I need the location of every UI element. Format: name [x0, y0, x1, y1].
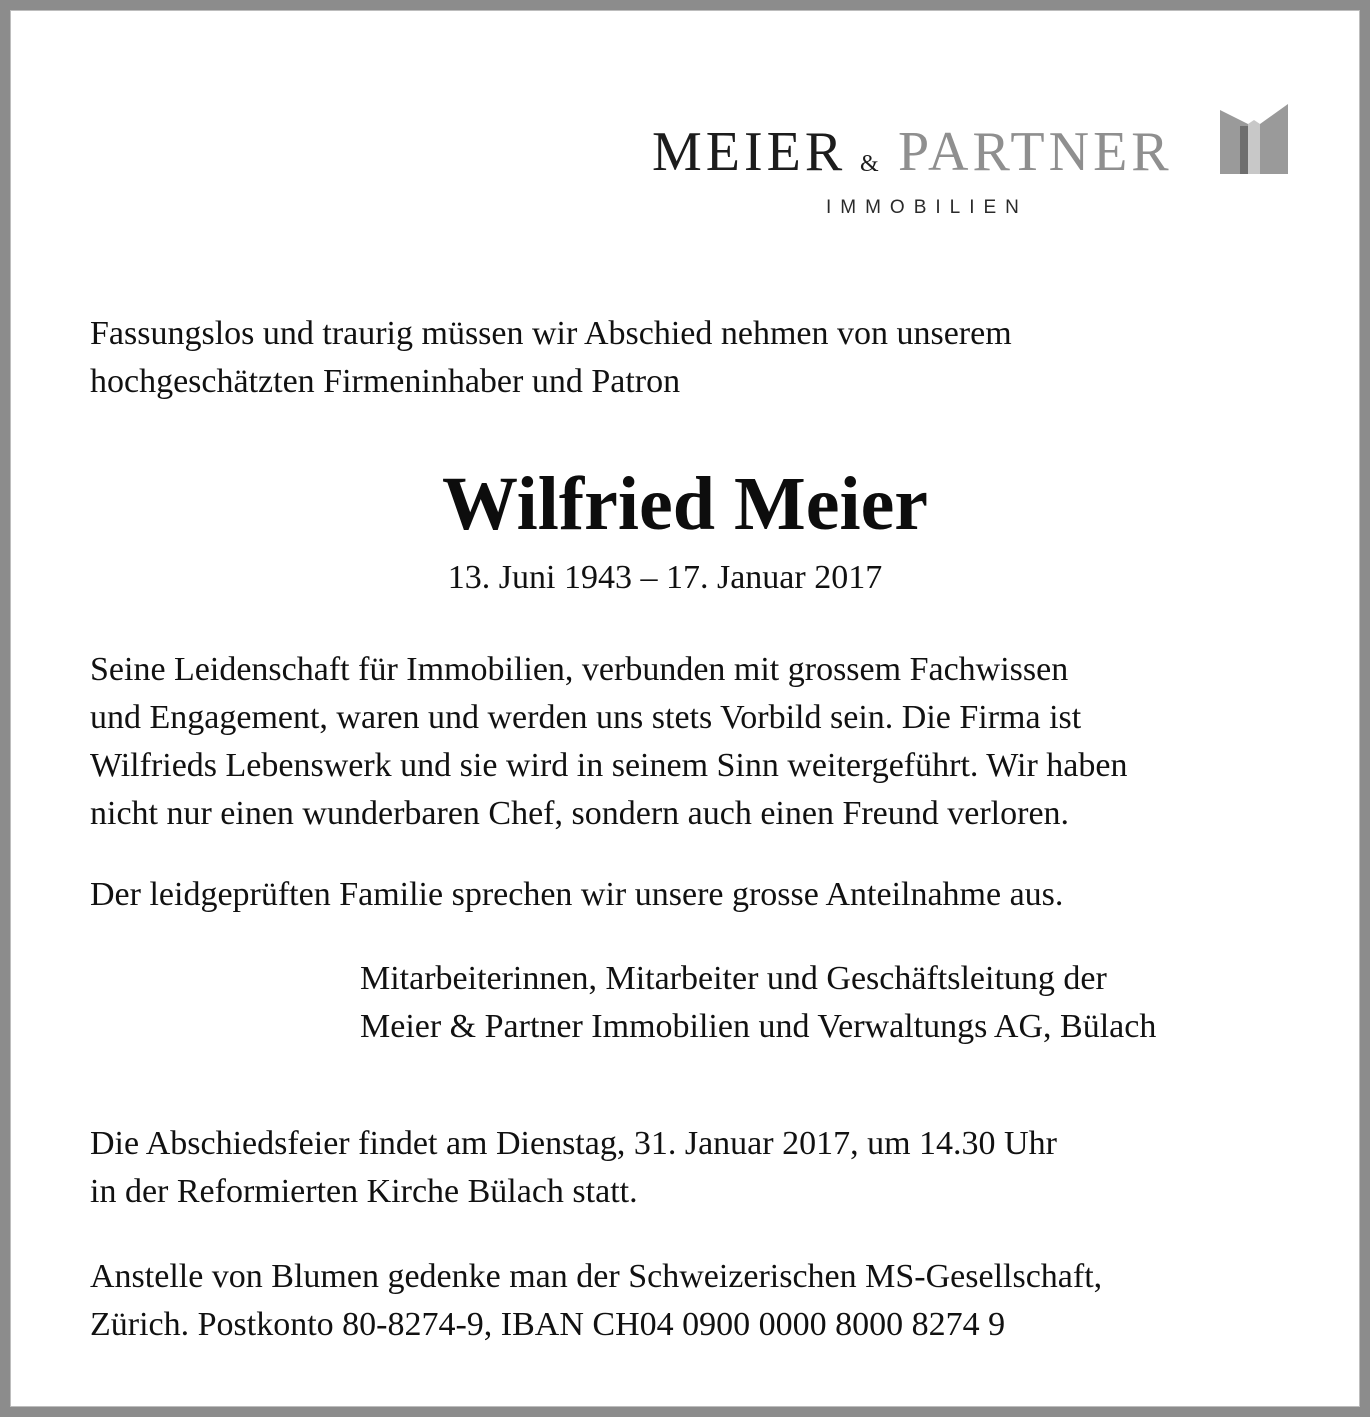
- deceased-name: Wilfried Meier: [441, 462, 929, 546]
- tribute-line-1: Seine Leidenschaft für Immobilien, verbunden mit grossem Fachwissen: [90, 651, 1069, 688]
- ceremony-line-2: in der Reformierten Kirche Bülach statt.: [90, 1173, 638, 1210]
- logo-ampersand: &: [860, 151, 879, 177]
- ceremony-line-1: Die Abschiedsfeier findet am Dienstag, 31. Januar 2017, um 14.30 Uhr: [90, 1125, 1057, 1162]
- signature-line-2: Meier & Partner Immobilien und Verwaltungs AG, Bülach: [360, 1008, 1157, 1045]
- donation-line-2: Zürich. Postkonto 80-8274-9, IBAN CH04 0900 0000 8000 8274 9: [90, 1306, 1006, 1343]
- signature-line-1: Mitarbeiterinnen, Mitarbeiter und Geschäftsleitung der: [360, 960, 1107, 997]
- tribute-line-3: Wilfrieds Lebenswerk und sie wird in seinem Sinn weitergeführt. Wir haben: [90, 747, 1128, 784]
- building-m-icon: [1220, 104, 1288, 174]
- logo-brand-left: MEIER: [652, 121, 847, 183]
- intro-line-1: Fassungslos und traurig müssen wir Abschied nehmen von unserem: [90, 315, 1012, 352]
- tribute-line-4: nicht nur einen wunderbaren Chef, sondern auch einen Freund verloren.: [90, 795, 1070, 832]
- tribute-line-2: und Engagement, waren und werden uns stets Vorbild sein. Die Firma ist: [90, 699, 1082, 736]
- intro-line-2: hochgeschätzten Firmeninhaber und Patron: [90, 363, 681, 400]
- life-dates: 13. Juni 1943 – 17. Januar 2017: [447, 559, 883, 596]
- donation-line-1: Anstelle von Blumen gedenke man der Schweizerischen MS-Gesellschaft,: [90, 1258, 1103, 1295]
- logo-tagline: IMMOBILIEN: [826, 197, 1028, 218]
- condolence-line: Der leidgeprüften Familie sprechen wir unsere grosse Anteilnahme aus.: [90, 876, 1064, 913]
- logo-brand-right: PARTNER: [898, 121, 1173, 183]
